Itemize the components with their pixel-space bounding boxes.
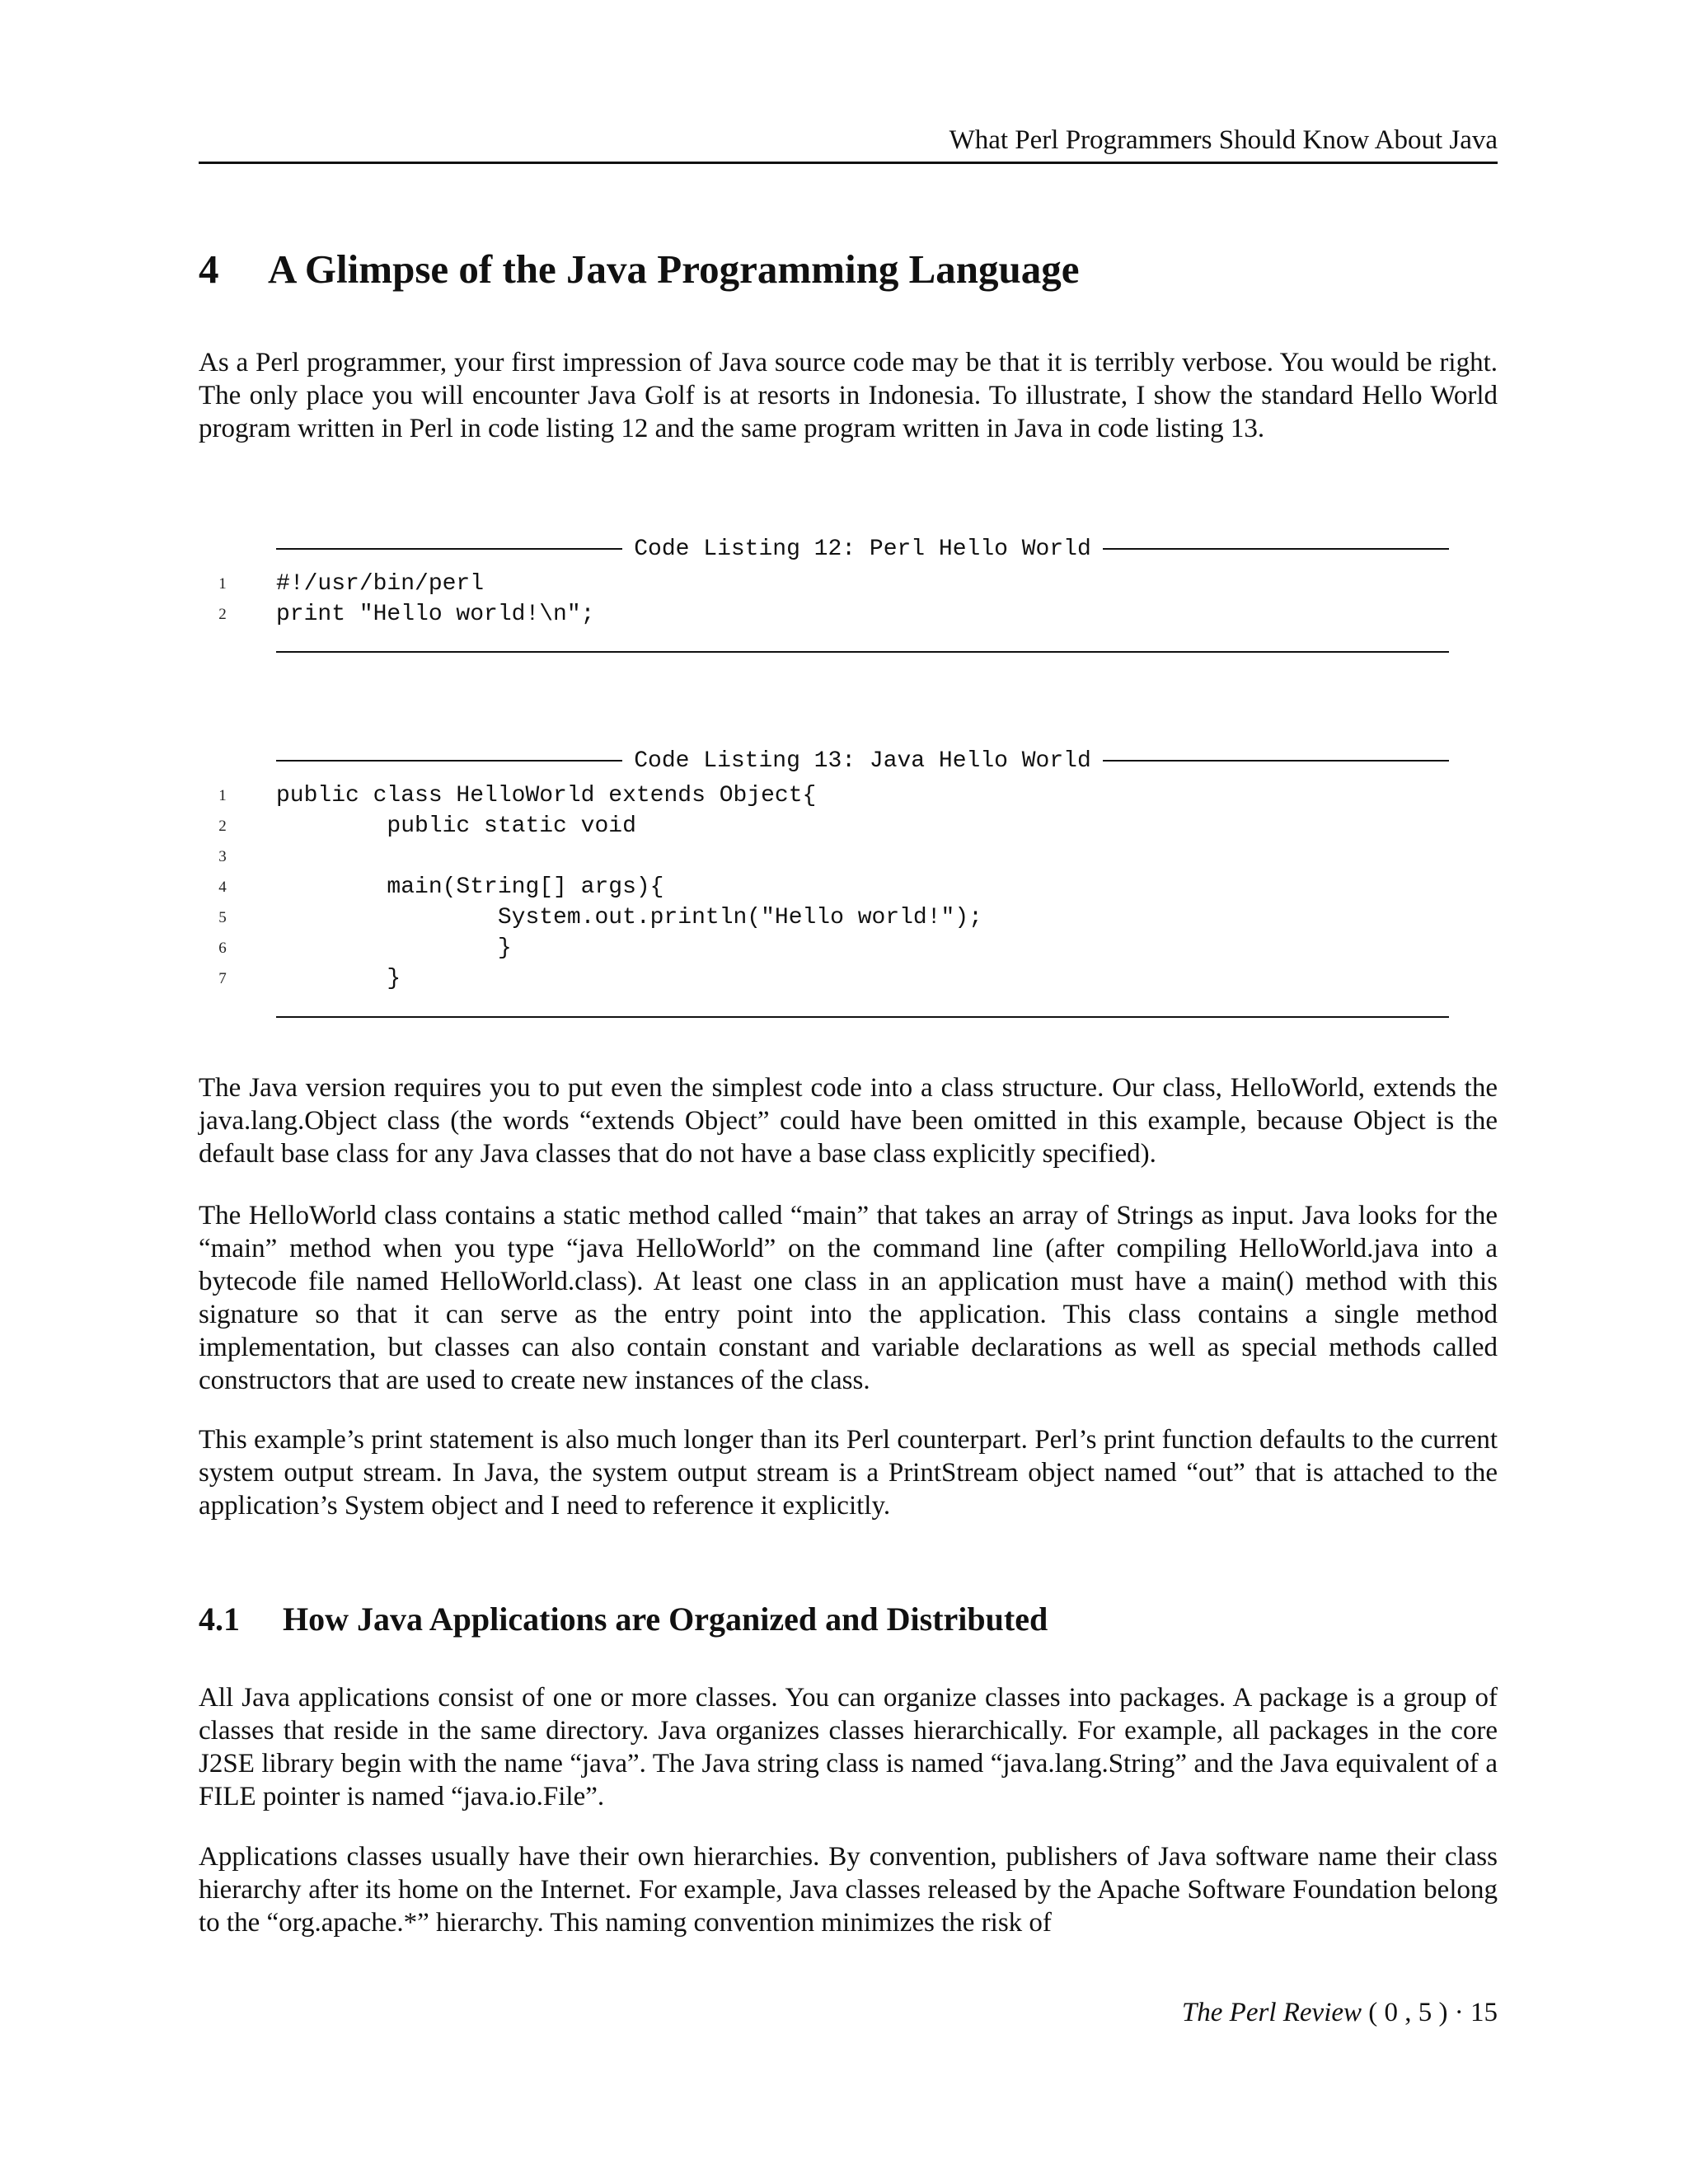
code-text: print "Hello world!\n"; [276, 602, 595, 627]
subsection-title: How Java Applications are Organized and Distributed [283, 1601, 1048, 1638]
code-text: public static void [276, 813, 636, 839]
caption-rule-left [276, 548, 622, 550]
intro-paragraph: As a Perl programmer, your first impression of Java source code may be that it is terribly verbose. You would be right. The only place you will encounter Java Golf is at resorts in Indonesia. To illustrate, I show the standard Hello World program written in Perl in code listing 12 and the same program written in Java in code listing 13. [199, 348, 1498, 443]
line-number: 1 [218, 787, 227, 804]
code-text: #!/usr/bin/perl [276, 571, 485, 597]
body-paragraph: All Java applications consist of one or more classes. You can organize classes into packages. A package is a group of classes that reside in the same directory. Java organizes classes hierarchically. For example, all packages in the core J2SE library begin with the name “java”. The Java string class is named “java.lang.String” and the Java equivalent of a FILE pointer is named “java.io.File”. [199, 1683, 1498, 1811]
body-paragraph: This example’s print statement is also much longer than its Perl counterpart. Perl’s print function defaults to the current system output stream. In Java, the system output stream is a PrintStream object named “out” that is attached to the application’s System object and I need to reference it explicitly. [199, 1425, 1498, 1521]
page-number: 15 [1470, 1998, 1498, 2027]
caption-rule-left [276, 760, 622, 762]
footer-separator: · [1454, 1998, 1464, 2027]
caption-rule-right [1103, 548, 1449, 550]
body-paragraph: The Java version requires you to put even the simplest code into a class structure. Our class, HelloWorld, extends the java.lang.Object class (the words “extends Object” could have been omitted in this example, because Object is the default base class for any Java classes that do not have a base class explicitly specified). [199, 1073, 1498, 1169]
line-number: 7 [218, 970, 227, 987]
section-number: 4 [199, 246, 219, 292]
line-number: 2 [218, 818, 227, 835]
line-number: 6 [218, 940, 227, 957]
listing-caption [276, 534, 1449, 564]
listing-caption [276, 746, 1449, 776]
line-number: 4 [218, 879, 227, 896]
code-text: public class HelloWorld extends Object{ [276, 783, 817, 808]
line-number: 2 [218, 606, 227, 623]
body-paragraph: Applications classes usually have their own hierarchies. By convention, publishers of Java software name their class hierarchy after its home on the Internet. For example, Java classes released by the Apache Software Foundation belong to the “org.apache.*” hierarchy. This naming convention minimizes the risk of [199, 1842, 1498, 1938]
listing-caption-text: Code Listing 12: Perl Hello World [634, 536, 1091, 562]
listing-bottom-rule [276, 1016, 1449, 1018]
section-heading [199, 241, 1080, 298]
line-number: 5 [218, 909, 227, 926]
subsection-heading [199, 1595, 1048, 1644]
footer-journal: The Perl Review [1181, 1998, 1362, 2027]
listing-bottom-rule [276, 651, 1449, 653]
line-number: 1 [218, 575, 227, 593]
code-text: main(String[] args){ [276, 874, 664, 900]
body-paragraph: The HelloWorld class contains a static method called “main” that takes an array of Strings as input. Java looks for the “main” method when you type “java HelloWorld” on the command line (after compiling HelloWorld.java into a bytecode file named HelloWorld.class). At least one class in an application must have a main() method with this signature so that it can serve as the entry point into the application. This class contains a single method implementation, but classes can also contain constant and variable declarations as well as special methods called constructors that are used to create new instances of the class. [199, 1201, 1498, 1395]
subsection-number: 4.1 [199, 1601, 240, 1638]
listing-caption-text: Code Listing 13: Java Hello World [634, 748, 1091, 774]
code-text: } [276, 935, 512, 961]
code-text: } [276, 966, 401, 991]
line-number: 3 [218, 848, 227, 865]
code-text: System.out.println("Hello world!"); [276, 905, 982, 930]
page-footer [199, 1994, 1498, 2031]
running-header: What Perl Programmers Should Know About Java [199, 120, 1498, 164]
caption-rule-right [1103, 760, 1449, 762]
section-title: A Glimpse of the Java Programming Language [268, 246, 1080, 292]
footer-issue: ( 0 , 5 ) [1368, 1998, 1448, 2027]
